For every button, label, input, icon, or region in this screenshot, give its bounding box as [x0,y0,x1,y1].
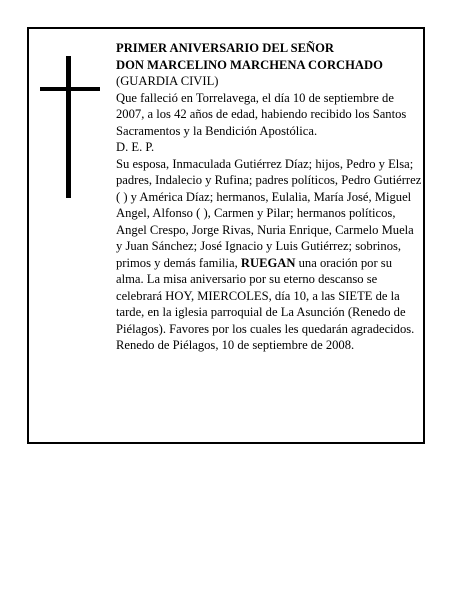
notice-rank: (GUARDIA CIVIL) [116,74,219,88]
notice-family-paragraph [116,156,422,338]
notice-family: Su esposa, Inmaculada Gutiérrez Díaz; hijos, Pedro y Elsa; padres, Indalecio y Rufina; padres políticos, Pedro Gutiérrez ( ) y América Díaz; hermanos, Eulalia, María José, Miguel Angel, Alfonso ( ), Carmen y Pilar; hermanos políticos, Angel Crespo, Jorge Rivas, Nuria Enrique, Carmelo Muela y Juan Sánchez; José Ignacio y Luis Gutiérrez; sobrinos, primos y demás familia, [116,156,422,270]
notice-closing: Renedo de Piélagos, 10 de septiembre de 2008. [116,338,355,352]
notice-ruegan: RUEGAN [240,255,296,270]
cross-horizontal-bar [40,87,100,91]
notice-title-line-1: PRIMER ANIVERSARIO DEL SEÑOR [116,41,334,55]
obituary-notice [27,27,425,444]
notice-title-line-2: DON MARCELINO MARCHENA CORCHADO [116,57,383,72]
notice-text [116,40,422,354]
cross-vertical-bar [66,56,71,198]
notice-dep: D. E. P. [116,140,155,154]
notice-death-info: Que falleció en Torrelavega, el día 10 de septiembre de 2007, a los 42 años de edad, habiendo recibido los Santos Sacramentos y la Bendición Apostólica. [116,90,407,138]
notice-mass-info: una oración por su alma. La misa aniversario por su eterno descanso se celebrará HOY, MIERCOLES, día 10, a las SIETE de la tarde, en la iglesia parroquial de La Asunción (Renedo de Piélagos). Favores por los cuales les quedarán agradecidos. [116,255,415,336]
